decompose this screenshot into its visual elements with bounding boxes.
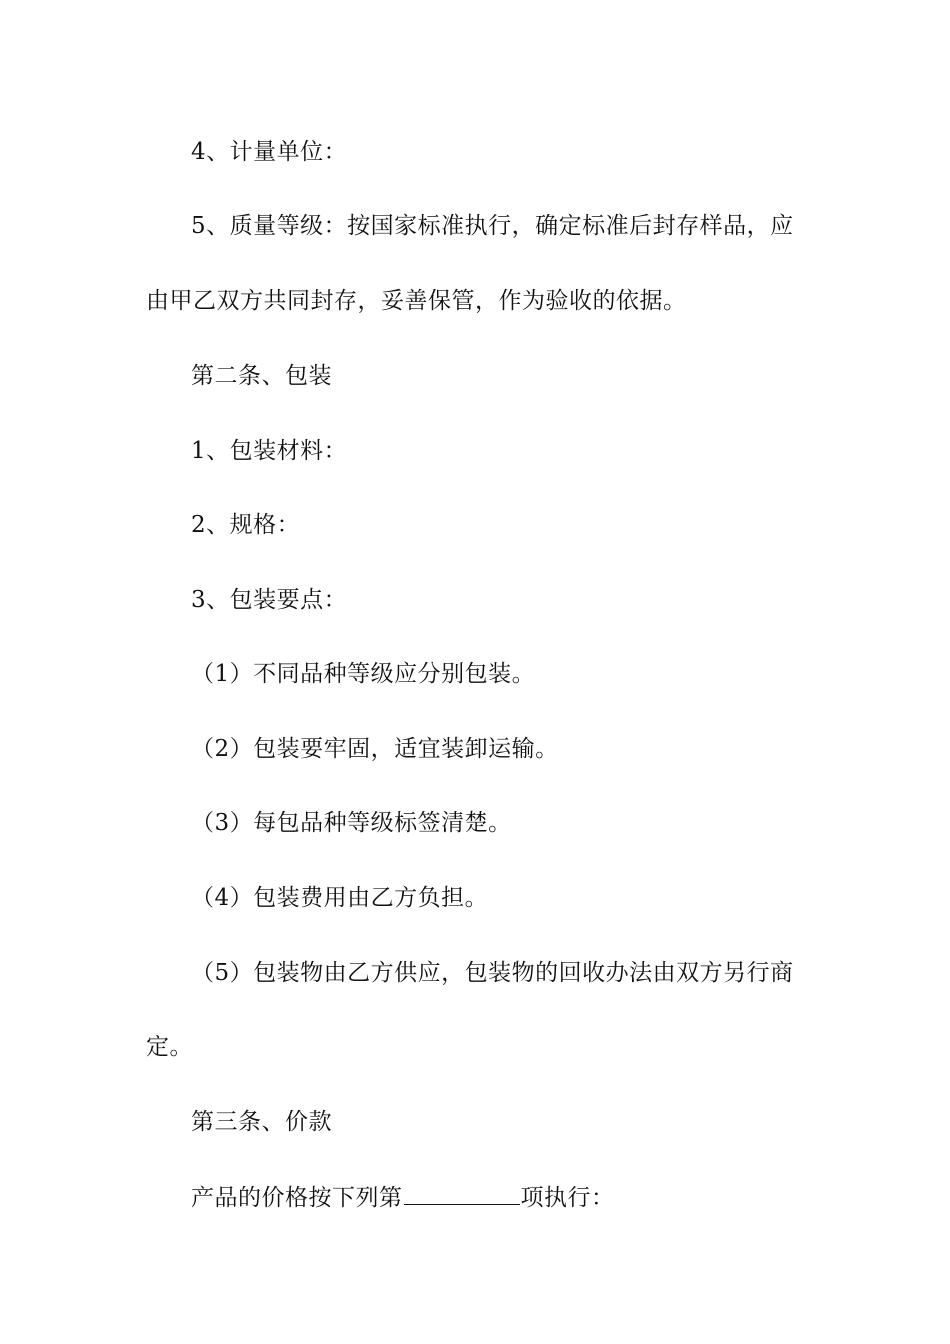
section-heading-price: 第三条、价款 bbox=[191, 1109, 332, 1135]
packaging-point-1: （1）不同品种等级应分别包装。 bbox=[191, 661, 536, 687]
packaging-point-2: （2）包装要牢固，适宜装卸运输。 bbox=[191, 736, 559, 762]
section-heading-packaging: 第二条、包装 bbox=[191, 363, 332, 389]
item-quality-grade-continued: 由甲乙双方共同封存，妥善保管，作为验收的依据。 bbox=[146, 288, 687, 314]
packaging-point-3: （3）每包品种等级标签清楚。 bbox=[191, 810, 512, 836]
item-specification: 2、规格： bbox=[191, 512, 301, 538]
price-clause-after: 项执行： bbox=[520, 1185, 615, 1211]
packaging-point-5-continued: 定。 bbox=[146, 1034, 193, 1060]
item-packaging-material: 1、包装材料： bbox=[191, 438, 348, 464]
item-quality-grade: 5、质量等级：按国家标准执行，确定标准后封存样品，应 bbox=[191, 213, 794, 239]
packaging-point-4: （4）包装费用由乙方负担。 bbox=[191, 885, 489, 911]
item-measurement-unit: 4、计量单位： bbox=[191, 139, 348, 165]
price-clause-before: 产品的价格按下列第 bbox=[191, 1185, 403, 1211]
fill-in-blank[interactable] bbox=[404, 1182, 520, 1205]
price-clause bbox=[191, 1182, 861, 1213]
packaging-point-5: （5）包装物由乙方供应，包装物的回收办法由双方另行商 bbox=[191, 960, 794, 986]
item-packaging-points: 3、包装要点： bbox=[191, 587, 348, 613]
